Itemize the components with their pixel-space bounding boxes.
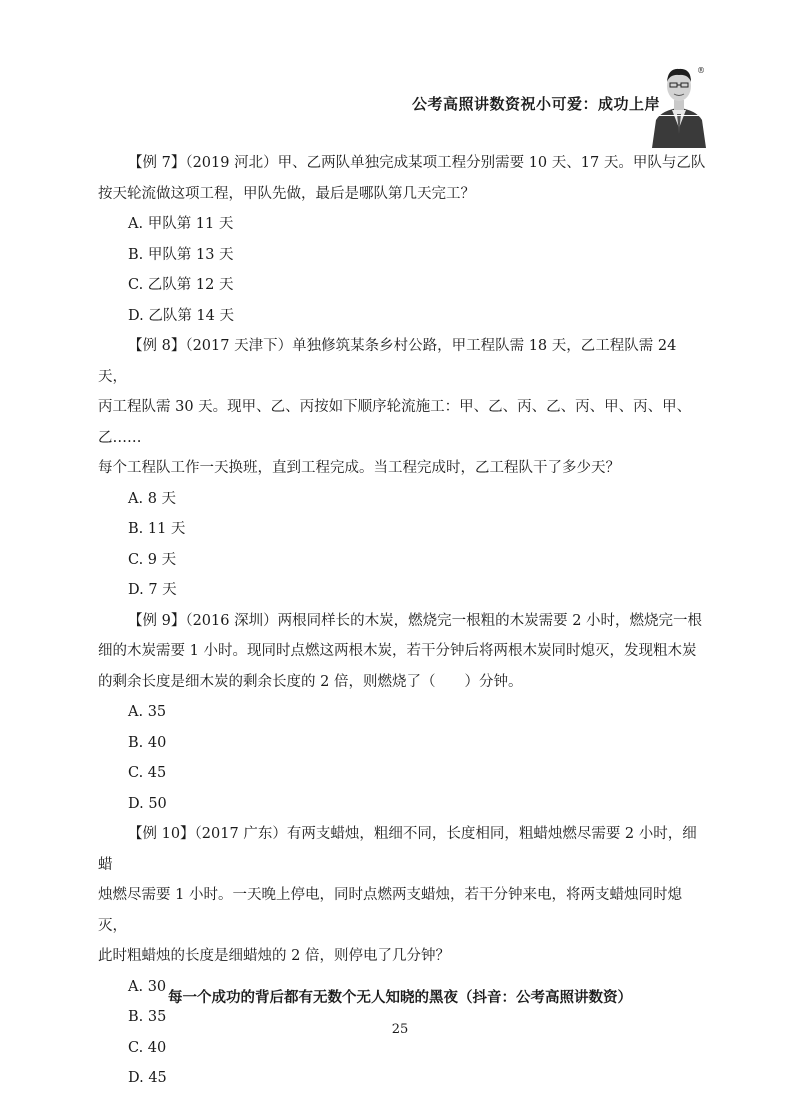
option-a: A. 8 天 xyxy=(128,490,177,507)
question-example-8 xyxy=(98,331,706,606)
stem-line: 【例 9】（2016 深圳）两根同样长的木炭，燃烧完一根粗的木炭需要 2 小时，燃烧完一根 xyxy=(128,612,703,629)
question-stem xyxy=(98,606,706,698)
question-stem xyxy=(98,148,706,209)
option-d: D. 50 xyxy=(128,795,167,812)
page-header-title: 公考高照讲数资祝小可爱：成功上岸 xyxy=(412,95,661,113)
option-b: B. 11 天 xyxy=(128,521,186,537)
option-b: B. 35 xyxy=(128,1009,167,1025)
stem-line: 丙工程队需 30 天。现甲、乙、丙按如下顺序轮流施工：甲、乙、丙、乙、丙、甲、丙、甲、乙…… xyxy=(98,399,692,446)
stem-line: 【例 7】（2019 河北）甲、乙两队单独完成某项工程分别需要 10 天、17 天。甲队与乙队 xyxy=(128,155,706,171)
registered-mark-icon: ® xyxy=(697,66,705,75)
option-b: B. 甲队第 13 天 xyxy=(128,246,234,263)
option-a: A. 35 xyxy=(128,704,167,720)
question-example-7 xyxy=(98,148,706,331)
page-number: 25 xyxy=(391,1022,409,1037)
option-a: A. 30 xyxy=(128,978,167,995)
stem-line: 每个工程队工作一天换班，直到工程完成。当工程完成时，乙工程队干了多少天？ xyxy=(98,460,620,476)
option-a: A. 甲队第 11 天 xyxy=(128,216,234,232)
option-c: C. 乙队第 12 天 xyxy=(128,277,234,293)
stem-line: 细的木炭需要 1 小时。现同时点燃这两根木炭，若干分钟后将两根木炭同时熄灭，发现粗木炭 xyxy=(98,643,697,659)
option-c: C. 40 xyxy=(128,1039,167,1056)
option-d: D. 7 天 xyxy=(128,582,177,598)
stem-line: 【例 10】（2017 广东）有两支蜡烛，粗细不同，长度相同，粗蜡烛燃尽需要 2 小时，细蜡 xyxy=(98,826,697,873)
option-c: C. 9 天 xyxy=(128,551,177,568)
question-stem xyxy=(98,331,706,484)
stem-line: 按天轮流做这项工程，甲队先做，最后是哪队第几天完工？ xyxy=(98,185,475,202)
question-example-9 xyxy=(98,606,706,820)
option-b: B. 40 xyxy=(128,734,167,751)
question-example-10 xyxy=(98,819,706,1094)
option-d: D. 乙队第 14 天 xyxy=(128,307,234,324)
stem-line: 烛燃尽需要 1 小时。一天晚上停电，同时点燃两支蜡烛，若干分钟来电，将两支蜡烛同时熄灭， xyxy=(98,887,682,934)
stem-line: 【例 8】（2017 天津下）单独修筑某条乡村公路，甲工程队需 18 天，乙工程队需 24 天， xyxy=(98,338,677,385)
option-d: D. 45 xyxy=(128,1070,167,1086)
question-stem xyxy=(98,819,706,972)
header-divider xyxy=(0,115,800,116)
option-c: C. 45 xyxy=(128,765,167,781)
question-list xyxy=(98,148,706,1094)
stem-line: 的剩余长度是细木炭的剩余长度的 2 倍，则燃烧了（ ）分钟。 xyxy=(98,673,523,690)
stem-line: 此时粗蜡烛的长度是细蜡烛的 2 倍，则停电了几分钟？ xyxy=(98,948,450,964)
footer-slogan: 每一个成功的背后都有无数个无人知晓的黑夜（抖音：公考高照讲数资） xyxy=(168,990,632,1006)
